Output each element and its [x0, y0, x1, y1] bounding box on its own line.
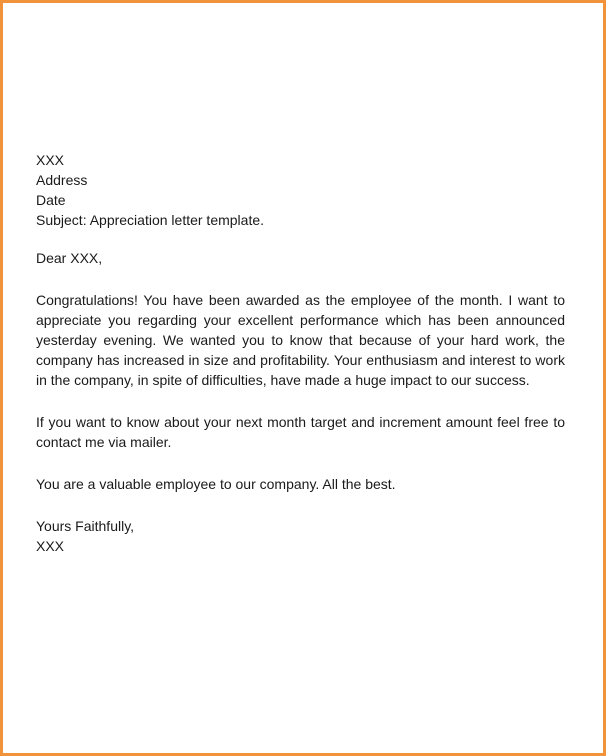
- closing: Yours Faithfully,: [36, 518, 135, 534]
- letter-subject: Subject: Appreciation letter template.: [36, 212, 265, 228]
- letter-date: Date: [36, 192, 66, 208]
- sender-address: Address: [36, 172, 88, 188]
- letter-body: [36, 150, 565, 556]
- paragraph-valuable: You are a valuable employee to our company. All the best.: [36, 476, 396, 492]
- sender-name: XXX: [36, 152, 65, 168]
- paragraph-contact: If you want to know about your next month target and increment amount feel free to contact me via mailer.: [36, 414, 565, 450]
- paragraph-congratulations: Congratulations! You have been awarded as the employee of the month. I want to appreciate you regarding your excellent performance which has been announced yesterday evening. We wanted you to know that because of your hard work, the company has increased in size and profitability. Your enthusiasm and interest to work in the company, in spite of difficulties, have made a huge impact to our success.: [36, 292, 565, 388]
- salutation: Dear XXX,: [36, 250, 103, 266]
- signature: XXX: [36, 538, 65, 554]
